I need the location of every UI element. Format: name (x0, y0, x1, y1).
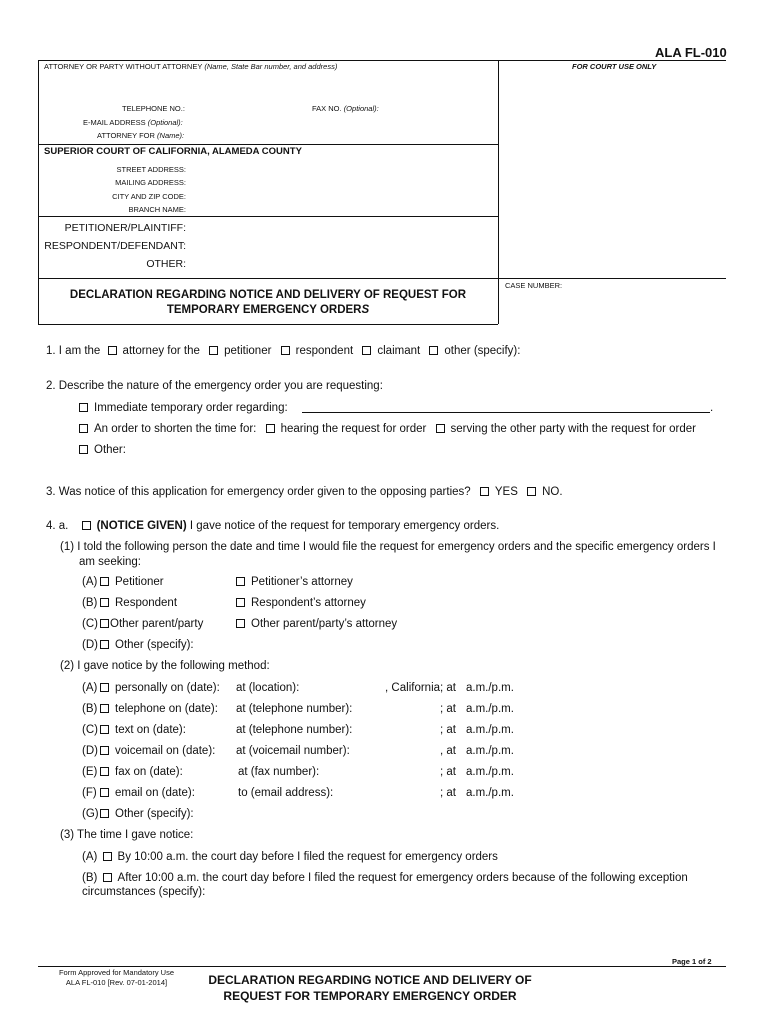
method-label: text on (date): (115, 724, 186, 736)
respondent-label: RESPONDENT/DEFENDANT: (44, 240, 186, 252)
method-fax (100, 766, 183, 778)
form-title: DECLARATION REGARDING NOTICE AND DELIVERY OF REQUEST FOR TEMPORARY EMERGENCY ORDERS (69, 289, 467, 316)
checkbox-petitioner[interactable] (209, 346, 218, 355)
checkbox-method-text[interactable] (100, 725, 109, 734)
method-letter: (G) (82, 808, 99, 820)
time-option-b (82, 872, 688, 884)
person-petitioner-attorney (236, 576, 353, 588)
q4a-row (46, 520, 499, 532)
page-number: Page 1 of 2 (672, 957, 712, 966)
checkbox-method-personally[interactable] (100, 683, 109, 692)
method-personally (100, 682, 220, 694)
q1-option-label: attorney for the (122, 345, 200, 357)
caption-bottom-border (38, 324, 498, 325)
checkbox-notice-given[interactable] (82, 521, 91, 530)
checkbox-method-email[interactable] (100, 788, 109, 797)
notice-given-text: I gave notice of the request for temporary emergency orders. (189, 520, 500, 532)
time-b-line2: circumstances (specify): (82, 886, 206, 898)
city-label: CITY AND ZIP CODE: (112, 192, 186, 201)
method-ampm: a.m./p.m. (466, 787, 514, 799)
checkbox-person-petitioner[interactable] (100, 577, 109, 586)
checkbox-person-other[interactable] (100, 640, 109, 649)
q1-lead: 1. I am the (46, 345, 101, 357)
q2-opt1-end: . (710, 402, 714, 414)
q1-option-label: other (specify): (444, 345, 521, 357)
time-letter: (A) (82, 851, 98, 863)
q2-option-immediate (79, 402, 288, 414)
method-sep: ; at (440, 766, 456, 778)
method-ampm: a.m./p.m. (466, 703, 514, 715)
branch-label: BRANCH NAME: (128, 205, 186, 214)
q3-lead: 3. Was notice of this application for emergency order given to the opposing parties? (46, 486, 471, 498)
caption-left-border (38, 60, 39, 324)
person-petitioner (100, 576, 164, 588)
method-letter: (C) (82, 724, 98, 736)
person-label: Respondent (115, 597, 178, 609)
checkbox-yes[interactable] (480, 487, 489, 496)
fax-label: FAX NO. (Optional): (312, 104, 379, 113)
caption-line-court (38, 144, 498, 145)
method-label: email on (date): (115, 787, 195, 799)
checkbox-method-voicemail[interactable] (100, 746, 109, 755)
caption-line-parties (38, 216, 498, 217)
method-label: telephone on (date): (115, 703, 218, 715)
method-at: at (telephone number): (236, 703, 353, 715)
q4-s1-line2: am seeking: (79, 556, 142, 568)
method-ampm: a.m./p.m. (466, 724, 514, 736)
person-label: Other (specify): (115, 639, 194, 651)
method-at: at (voicemail number): (236, 745, 350, 757)
method-sep: ; at (440, 703, 456, 715)
method-letter: (A) (82, 682, 98, 694)
method-ampm: a.m./p.m. (466, 745, 514, 757)
method-label: personally on (date): (115, 682, 220, 694)
person-other-party (100, 618, 203, 630)
checkbox-respondent[interactable] (281, 346, 290, 355)
q2-option-other (79, 444, 126, 456)
footer-title (190, 972, 550, 1004)
checkbox-other-party-attorney[interactable] (236, 619, 245, 628)
q2-opt1-label: Immediate temporary order regarding: (94, 402, 288, 414)
person-label: Petitioner (115, 576, 164, 588)
q3-no-label: NO. (542, 486, 563, 498)
person-label: Other parent/party (110, 618, 204, 630)
method-email (100, 787, 195, 799)
checkbox-serving-party[interactable] (436, 424, 445, 433)
person-respondent-attorney (236, 597, 366, 609)
method-sep: ; at (440, 787, 456, 799)
q4-s2: (2) I gave notice by the following method: (60, 660, 270, 672)
checkbox-method-fax[interactable] (100, 767, 109, 776)
q2-opt2b-label: serving the other party with the request for order (450, 423, 696, 435)
q1-option-label: claimant (377, 345, 421, 357)
checkbox-q2-other[interactable] (79, 445, 88, 454)
person-letter: (A) (82, 576, 98, 588)
court-use-label: FOR COURT USE ONLY (572, 62, 657, 71)
checkbox-shorten-time[interactable] (79, 424, 88, 433)
person-label: Respondent’s attorney (251, 597, 366, 609)
time-a-label: By 10:00 a.m. the court day before I filed the request for emergency orders (117, 851, 498, 863)
method-letter: (D) (82, 745, 98, 757)
q1-option-label: petitioner (224, 345, 272, 357)
method-label: voicemail on (date): (115, 745, 216, 757)
checkbox-petitioner-attorney[interactable] (236, 577, 245, 586)
footer-rule (38, 966, 726, 967)
method-letter: (E) (82, 766, 98, 778)
method-text (100, 724, 186, 736)
q4-s1-line1: (1) I told the following person the date and time I would file the request for emergency orders and the specific emergency orders I (60, 541, 716, 553)
revision-text: ALA FL-010 [Rev. 07-01-2014] (65, 978, 168, 987)
court-name: SUPERIOR COURT OF CALIFORNIA, ALAMEDA COUNTY (44, 146, 302, 157)
q3-yes-label: YES (494, 486, 518, 498)
method-label: Other (specify): (115, 808, 194, 820)
method-other (100, 808, 194, 820)
footer-title-line1: DECLARATION REGARDING NOTICE AND DELIVERY OF (208, 973, 532, 987)
person-label: Other parent/party’s attorney (251, 618, 398, 630)
checkbox-method-other[interactable] (100, 809, 109, 818)
q3-row (46, 486, 563, 498)
person-letter: (C) (82, 618, 98, 630)
method-voicemail (100, 745, 215, 757)
checkbox-other[interactable] (429, 346, 438, 355)
caption-divider (498, 60, 499, 324)
checkbox-respondent-attorney[interactable] (236, 598, 245, 607)
checkbox-immediate-order[interactable] (79, 403, 88, 412)
method-sep: , California; at (385, 682, 456, 694)
footer-approval (44, 968, 189, 988)
form-id: ALA FL-010 (655, 45, 727, 60)
q1-option-label: respondent (295, 345, 354, 357)
method-ampm: a.m./p.m. (466, 766, 514, 778)
q2-opt2-label: An order to shorten the time for: (94, 423, 257, 435)
mailing-label: MAILING ADDRESS: (115, 178, 186, 187)
method-label: fax on (date): (115, 766, 183, 778)
caption-top-border (38, 60, 726, 61)
approved-text: Form Approved for Mandatory Use (58, 968, 175, 977)
checkbox-hearing-request[interactable] (266, 424, 275, 433)
q4-lead: 4. a. (46, 520, 69, 532)
checkbox-claimant[interactable] (362, 346, 371, 355)
method-at: at (location): (236, 682, 300, 694)
time-letter: (B) (82, 872, 98, 884)
petitioner-label: PETITIONER/PLAINTIFF: (64, 222, 186, 234)
person-respondent (100, 597, 177, 609)
method-letter: (B) (82, 703, 98, 715)
method-sep: ; at (440, 724, 456, 736)
q2-opt2a-label: hearing the request for order (280, 423, 427, 435)
checkbox-person-respondent[interactable] (100, 598, 109, 607)
q2-option-shorten (79, 423, 696, 435)
checkbox-time-after[interactable] (103, 873, 112, 882)
caption-line-title (38, 278, 726, 279)
attorney-for-label: ATTORNEY FOR (Name): (97, 131, 185, 140)
time-b-label: After 10:00 a.m. the court day before I filed the request for emergency orders because of the following exception (117, 872, 688, 884)
case-number-label: CASE NUMBER: (505, 281, 563, 290)
other-label: OTHER: (146, 258, 186, 270)
footer-title-line2: REQUEST FOR TEMPORARY EMERGENCY ORDER (223, 989, 517, 1003)
person-other-specify (100, 639, 194, 651)
person-letter: (D) (82, 639, 98, 651)
email-label: E-MAIL ADDRESS (Optional): (83, 118, 183, 127)
checkbox-person-other-party[interactable] (100, 619, 109, 628)
method-telephone (100, 703, 218, 715)
person-other-party-attorney (236, 618, 397, 630)
q4-s3: (3) The time I gave notice: (60, 829, 194, 841)
immediate-order-field[interactable] (302, 412, 710, 413)
checkbox-method-telephone[interactable] (100, 704, 109, 713)
q2-opt3-label: Other: (94, 444, 126, 456)
person-label: Petitioner’s attorney (251, 576, 353, 588)
method-at: at (telephone number): (236, 724, 353, 736)
time-option-a (82, 851, 498, 863)
method-at: to (email address): (238, 787, 334, 799)
checkbox-time-before[interactable] (103, 852, 112, 861)
method-ampm: a.m./p.m. (466, 682, 514, 694)
method-letter: (F) (82, 787, 97, 799)
notice-given-label: (NOTICE GIVEN) (96, 520, 187, 532)
method-sep: , at (440, 745, 456, 757)
q1-row (46, 345, 520, 357)
attorney-label: ATTORNEY OR PARTY WITHOUT ATTORNEY (Name, State Bar number, and address) (44, 62, 338, 71)
person-letter: (B) (82, 597, 98, 609)
checkbox-attorney-for[interactable] (108, 346, 117, 355)
checkbox-no[interactable] (527, 487, 536, 496)
q2-lead: 2. Describe the nature of the emergency order you are requesting: (46, 380, 383, 392)
street-label: STREET ADDRESS: (116, 165, 186, 174)
telephone-label: TELEPHONE NO.: (122, 104, 185, 113)
method-at: at (fax number): (238, 766, 320, 778)
